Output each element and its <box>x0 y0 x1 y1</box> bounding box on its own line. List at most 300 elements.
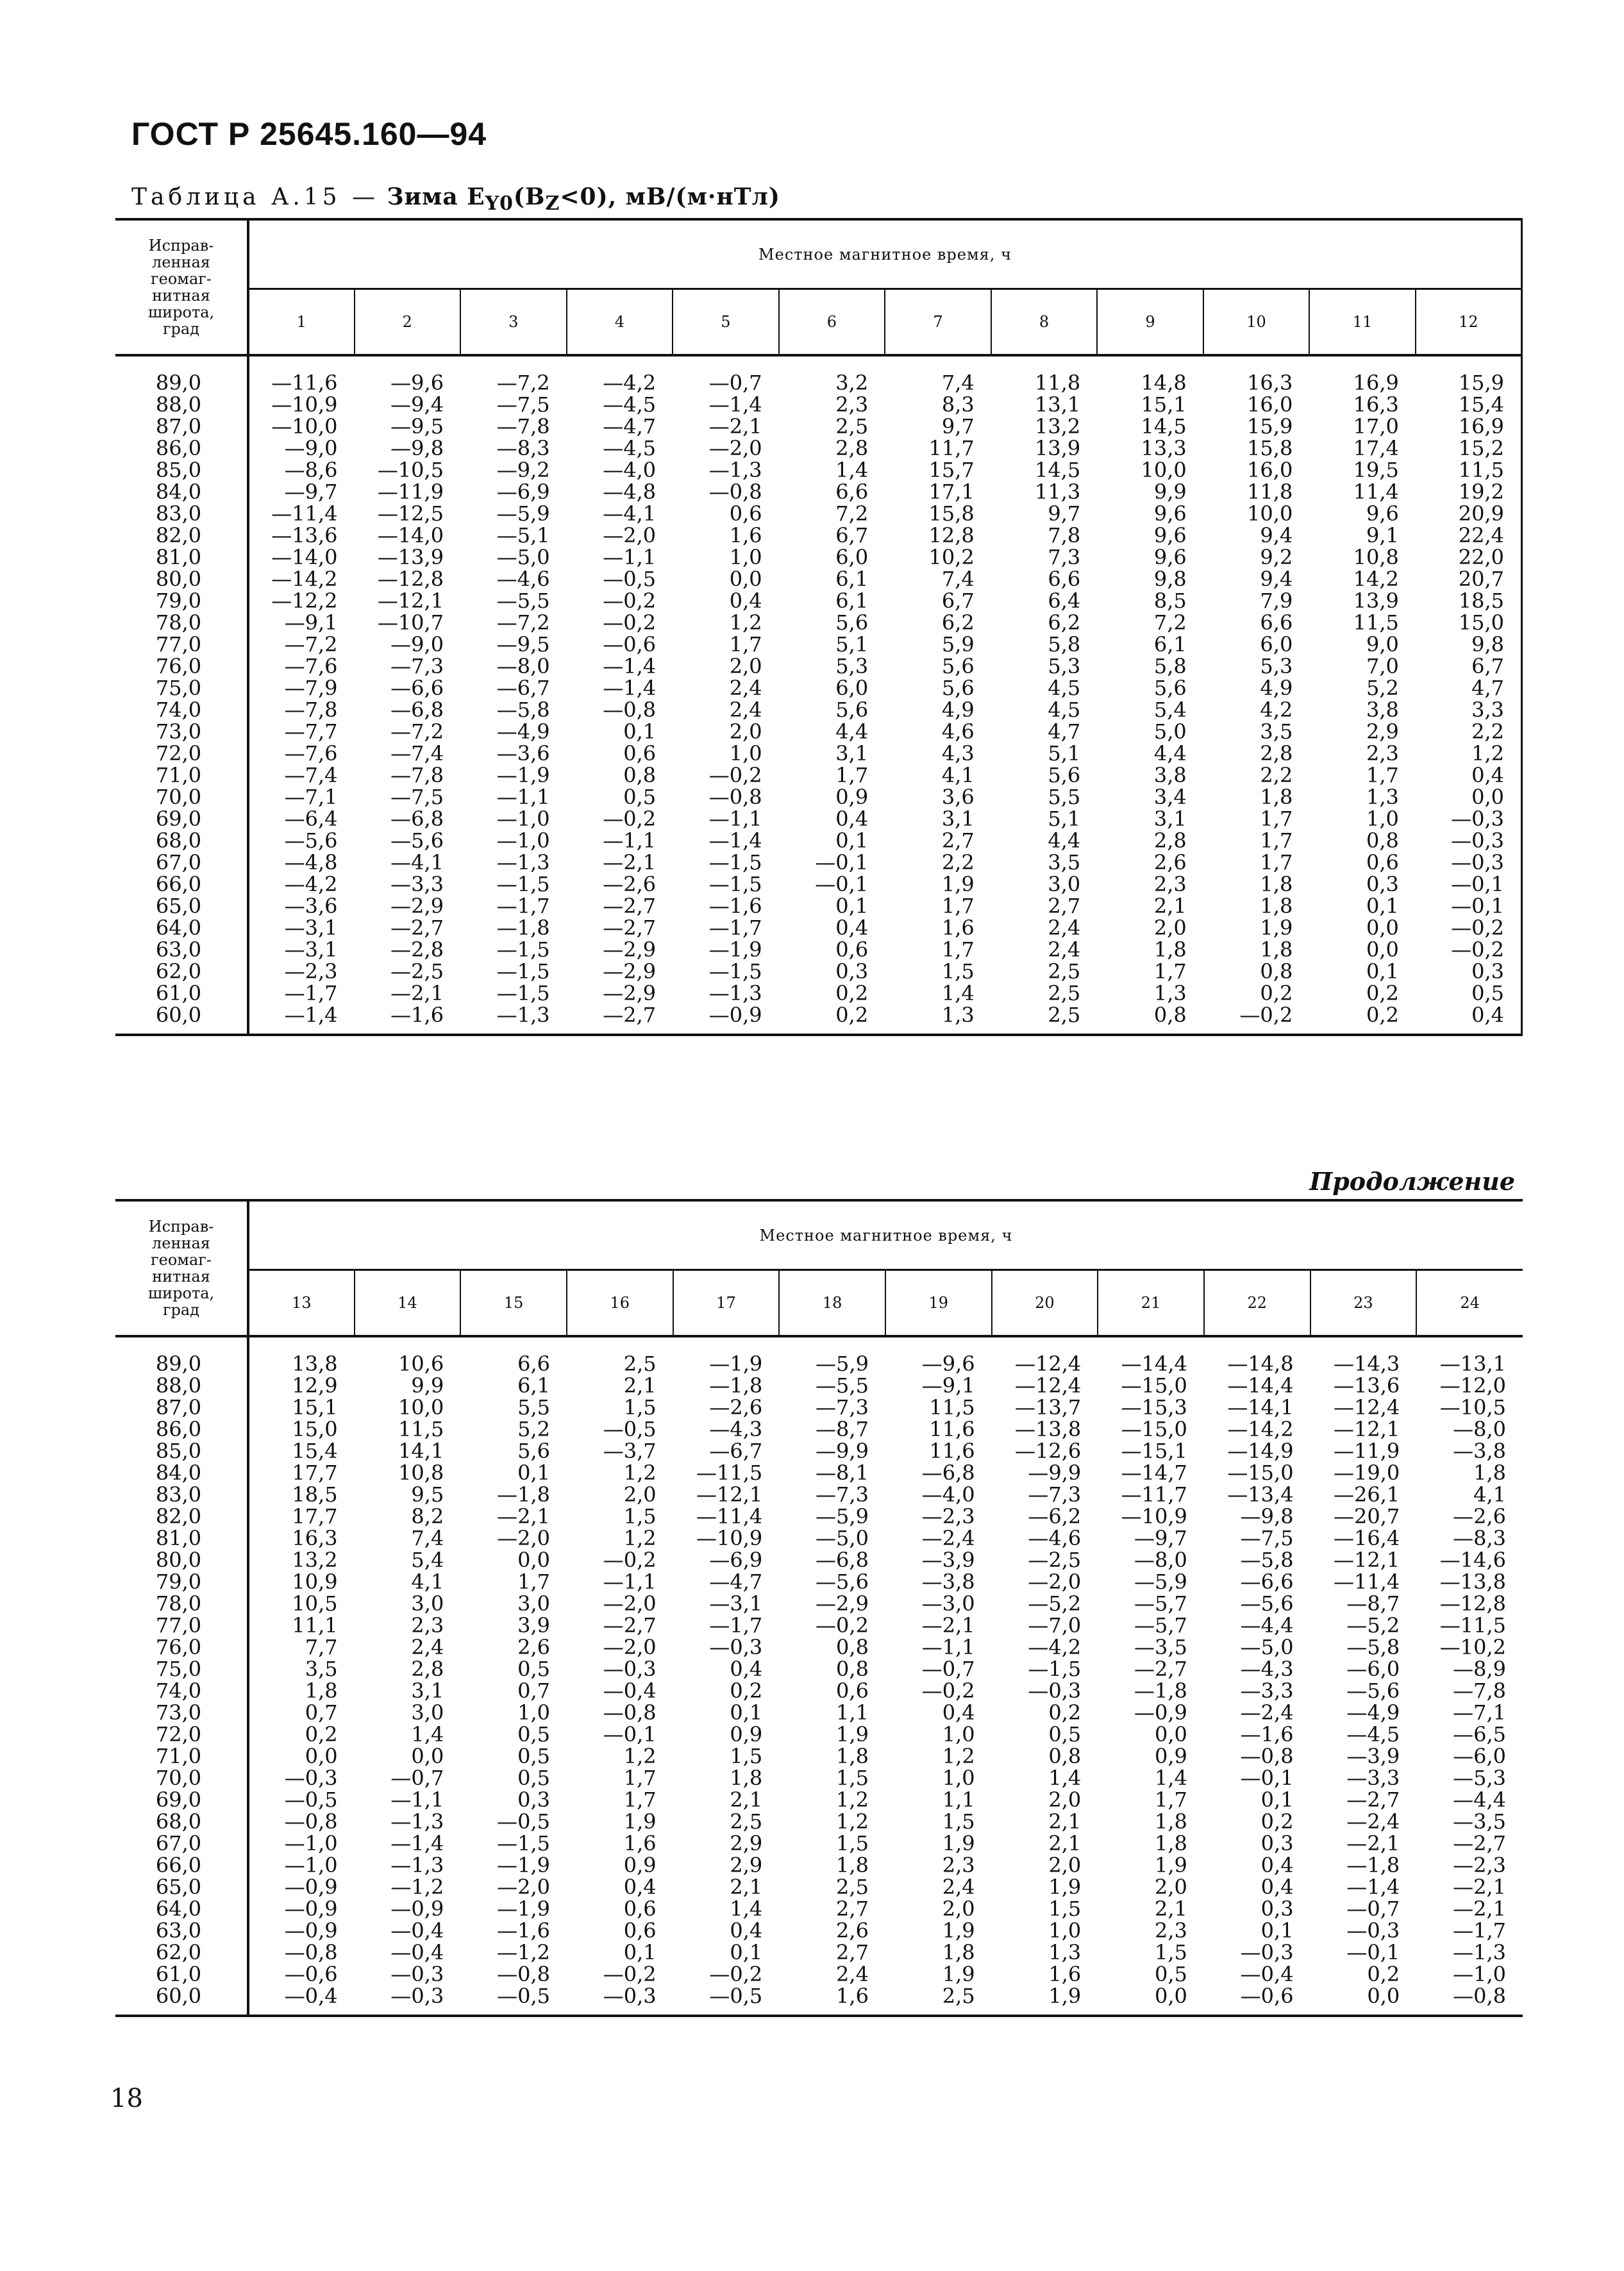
value-cell: 1,4 <box>941 981 975 1005</box>
value-cell: 3,8 <box>1153 763 1187 787</box>
latitude-column-header <box>115 1200 248 1336</box>
value-cell: —13,7 <box>1015 1395 1082 1420</box>
value-cell: —0,1 <box>1451 872 1504 896</box>
table-row <box>115 1811 1523 1832</box>
value-cell: —2,1 <box>708 414 762 439</box>
value-cell: 2,4 <box>942 1875 975 1899</box>
value-cell: 6,7 <box>835 523 869 548</box>
value-cell: 13,3 <box>1141 436 1187 460</box>
table-row <box>115 459 1522 481</box>
value-cell: —4,4 <box>1453 1788 1506 1812</box>
value-cell: 3,1 <box>941 807 975 831</box>
value-cell: —13,6 <box>1333 1373 1400 1398</box>
value-cell: —2,7 <box>1134 1657 1187 1681</box>
value-cell: 9,0 <box>1366 632 1399 657</box>
caption-condition-sub: Z <box>545 192 560 215</box>
value-cell: 1,7 <box>623 1788 657 1812</box>
latitude-header-line: геомаг- <box>151 270 212 288</box>
table-row <box>115 1549 1523 1571</box>
value-cell: 10,0 <box>1247 501 1293 526</box>
value-cell: —0,3 <box>1028 1679 1082 1703</box>
value-cell: 2,9 <box>1366 719 1399 744</box>
value-cell: 5,1 <box>1048 807 1081 831</box>
value-cell: 1,7 <box>835 763 869 787</box>
value-cell: —0,9 <box>1134 1700 1187 1725</box>
value-cell: 4,1 <box>1473 1482 1506 1507</box>
value-cell: 0,0 <box>1471 785 1504 809</box>
value-cell: 9,6 <box>1153 501 1187 526</box>
table-row <box>115 415 1522 437</box>
value-cell: 3,9 <box>517 1613 550 1638</box>
value-cell: —14,6 <box>1439 1548 1506 1572</box>
table-row <box>115 1614 1523 1636</box>
value-cell: —3,3 <box>1346 1766 1400 1790</box>
value-cell: 1,7 <box>1366 763 1399 787</box>
value-cell: 0,1 <box>730 1940 763 1965</box>
value-cell: 15,1 <box>292 1395 338 1420</box>
value-cell: —6,4 <box>284 807 338 831</box>
value-cell: —0,2 <box>708 763 762 787</box>
value-cell: 0,6 <box>835 937 869 962</box>
hour-column-header: 12 <box>1416 289 1522 356</box>
value-cell: —19,0 <box>1333 1461 1400 1485</box>
value-cell: 12,8 <box>928 523 975 548</box>
value-cell: —4,5 <box>1346 1722 1400 1747</box>
value-cell: 1,7 <box>1153 959 1187 984</box>
value-cell: 15,9 <box>1247 414 1293 439</box>
latitude-cell: 88,0 <box>115 1375 248 1396</box>
value-cell: 9,6 <box>1153 545 1187 569</box>
value-cell: —11,4 <box>271 501 338 526</box>
value-cell: —12,1 <box>1333 1548 1400 1572</box>
hour-column-header: 23 <box>1310 1270 1417 1337</box>
value-cell: 0,2 <box>1260 1809 1294 1834</box>
value-cell: 1,0 <box>517 1700 550 1725</box>
value-cell: —7,5 <box>390 785 444 809</box>
hour-column-header: 21 <box>1098 1270 1204 1337</box>
value-cell: —7,6 <box>284 654 338 678</box>
value-cell: 2,1 <box>1155 1897 1187 1921</box>
value-cell: 17,0 <box>1353 414 1399 439</box>
value-cell: 0,3 <box>1471 959 1504 984</box>
value-cell: —2,1 <box>603 850 657 875</box>
value-cell: 5,3 <box>1048 654 1081 678</box>
value-cell: —0,2 <box>709 1962 763 1986</box>
value-cell: 11,6 <box>929 1417 975 1441</box>
latitude-cell: 84,0 <box>115 1462 248 1484</box>
value-cell: 1,5 <box>1155 1940 1187 1965</box>
value-cell: —2,1 <box>1453 1875 1506 1899</box>
value-cell: 2,5 <box>1048 959 1081 984</box>
value-cell: 6,7 <box>941 589 975 613</box>
value-cell: —2,5 <box>390 959 444 984</box>
value-cell: 10,2 <box>928 545 975 569</box>
value-cell: —7,8 <box>284 698 338 722</box>
value-cell: —3,1 <box>284 937 338 962</box>
value-cell: 5,9 <box>941 632 975 657</box>
value-cell: —0,7 <box>1346 1897 1400 1921</box>
value-cell: 0,9 <box>1155 1744 1187 1768</box>
table-row <box>115 355 1522 394</box>
value-cell: 15,8 <box>1247 436 1293 460</box>
hour-column-header: 3 <box>460 289 567 356</box>
value-cell: 0,4 <box>729 589 762 613</box>
table-row <box>115 655 1522 677</box>
value-cell: —14,0 <box>377 523 444 548</box>
value-cell: 8,3 <box>941 392 975 417</box>
value-cell: —3,1 <box>709 1591 763 1616</box>
value-cell: —5,6 <box>816 1570 869 1594</box>
table-row <box>115 1418 1523 1440</box>
value-cell: —15,0 <box>1227 1461 1294 1485</box>
latitude-cell: 89,0 <box>115 1336 248 1375</box>
value-cell: —1,0 <box>496 828 550 853</box>
value-cell: 15,9 <box>1458 371 1504 395</box>
value-cell: 5,1 <box>1048 741 1081 766</box>
value-cell: 2,3 <box>1366 741 1399 766</box>
value-cell: 3,8 <box>1366 698 1399 722</box>
value-cell: —2,9 <box>603 937 657 962</box>
latitude-cell: 79,0 <box>115 590 248 612</box>
value-cell: 13,9 <box>1035 436 1081 460</box>
value-cell: 16,3 <box>1353 392 1399 417</box>
value-cell: —0,1 <box>815 872 869 896</box>
value-cell: 11,3 <box>1035 480 1081 504</box>
value-cell: —7,6 <box>284 741 338 766</box>
value-cell: 0,9 <box>835 785 869 809</box>
table-row <box>115 1636 1523 1658</box>
value-cell: 2,3 <box>411 1613 444 1638</box>
value-cell: 1,5 <box>730 1744 763 1768</box>
value-cell: —0,4 <box>603 1679 657 1703</box>
value-cell: —1,4 <box>1346 1875 1400 1899</box>
value-cell: 14,5 <box>1141 414 1187 439</box>
value-cell: 2,7 <box>836 1897 869 1921</box>
value-cell: —5,3 <box>1453 1766 1506 1790</box>
table-row <box>115 917 1522 939</box>
value-cell: 1,2 <box>836 1788 869 1812</box>
value-cell: 2,9 <box>730 1853 763 1877</box>
table-row <box>115 721 1522 742</box>
latitude-cell: 86,0 <box>115 1418 248 1440</box>
value-cell: —7,5 <box>496 392 550 417</box>
value-cell: —12,4 <box>1333 1395 1400 1420</box>
value-cell: 1,6 <box>729 523 762 548</box>
value-cell: 3,0 <box>1048 872 1081 896</box>
value-cell: —12,2 <box>271 589 338 613</box>
value-cell: 0,0 <box>1155 1722 1187 1747</box>
value-cell: 6,1 <box>835 567 869 591</box>
value-cell: —14,2 <box>271 567 338 591</box>
value-cell: —0,2 <box>603 589 657 613</box>
value-cell: 11,8 <box>1035 371 1081 395</box>
value-cell: 9,4 <box>1260 523 1293 548</box>
value-cell: 4,9 <box>941 698 975 722</box>
value-cell: 1,2 <box>623 1461 657 1485</box>
value-cell: 0,0 <box>305 1744 338 1768</box>
value-cell: —13,1 <box>1439 1352 1506 1376</box>
value-cell: —2,6 <box>1453 1504 1506 1529</box>
value-cell: —5,6 <box>284 828 338 853</box>
value-cell: 4,1 <box>941 763 975 787</box>
value-cell: —0,4 <box>390 1940 444 1965</box>
value-cell: —3,8 <box>1453 1439 1506 1463</box>
latitude-cell: 77,0 <box>115 1614 248 1636</box>
value-cell: —7,7 <box>284 719 338 744</box>
value-cell: —0,2 <box>603 1548 657 1572</box>
value-cell: —3,0 <box>921 1591 975 1616</box>
value-cell: —10,5 <box>377 458 444 482</box>
value-cell: 1,8 <box>1260 894 1293 918</box>
value-cell: —9,8 <box>1240 1504 1294 1529</box>
value-cell: —3,8 <box>921 1570 975 1594</box>
value-cell: 1,7 <box>1260 828 1293 853</box>
value-cell: —1,6 <box>497 1918 550 1943</box>
value-cell: 0,5 <box>517 1766 550 1790</box>
value-cell: 10,0 <box>1141 458 1187 482</box>
value-cell: 0,4 <box>1260 1853 1294 1877</box>
value-cell: 0,3 <box>517 1788 550 1812</box>
value-cell: 0,1 <box>835 894 869 918</box>
value-cell: 0,8 <box>623 763 657 787</box>
value-cell: —0,3 <box>1451 850 1504 875</box>
value-cell: —0,4 <box>390 1918 444 1943</box>
table-row <box>115 895 1522 917</box>
hour-column-header: 18 <box>779 1270 885 1337</box>
value-cell: 2,3 <box>1153 872 1187 896</box>
value-cell: —9,8 <box>390 436 444 460</box>
value-cell: 2,3 <box>1155 1918 1187 1943</box>
value-cell: 2,8 <box>411 1657 444 1681</box>
value-cell: —2,3 <box>921 1504 975 1529</box>
value-cell: 0,4 <box>623 1875 657 1899</box>
value-cell: 3,0 <box>411 1591 444 1616</box>
value-cell: —2,0 <box>603 1591 657 1616</box>
value-cell: 5,6 <box>941 676 975 700</box>
value-cell: 0,1 <box>1260 1788 1294 1812</box>
value-cell: —2,4 <box>1240 1700 1294 1725</box>
value-cell: —7,3 <box>390 654 444 678</box>
value-cell: 17,7 <box>292 1504 338 1529</box>
value-cell: —1,0 <box>1453 1962 1506 1986</box>
value-cell: —1,5 <box>496 981 550 1005</box>
value-cell: —0,8 <box>497 1962 550 1986</box>
value-cell: —1,5 <box>708 872 762 896</box>
value-cell: —4,3 <box>1240 1657 1294 1681</box>
value-cell: 3,1 <box>411 1679 444 1703</box>
value-cell: 0,0 <box>1310 1985 1417 2016</box>
value-cell: —0,9 <box>284 1897 338 1921</box>
value-cell: 1,8 <box>1155 1809 1187 1834</box>
value-cell: 2,4 <box>836 1962 869 1986</box>
latitude-cell: 81,0 <box>115 1527 248 1549</box>
value-cell: —4,7 <box>603 414 657 439</box>
value-cell: 2,1 <box>623 1373 657 1398</box>
value-cell: 2,2 <box>1471 719 1504 744</box>
value-cell: —0,8 <box>603 1700 657 1725</box>
value-cell: —1,9 <box>496 763 550 787</box>
value-cell: —1,8 <box>497 1482 550 1507</box>
value-cell: 0,8 <box>1366 828 1399 853</box>
value-cell: —15,3 <box>1121 1395 1187 1420</box>
latitude-header-line: Исправ- <box>148 237 214 255</box>
value-cell: 1,6 <box>941 916 975 940</box>
value-cell: —1,8 <box>496 916 550 940</box>
latitude-cell: 71,0 <box>115 764 248 786</box>
value-cell: —4,5 <box>603 392 657 417</box>
value-cell: 0,2 <box>835 981 869 1005</box>
value-cell: 4,5 <box>1048 676 1081 700</box>
value-cell: 0,4 <box>942 1700 975 1725</box>
value-cell: —1,3 <box>708 981 762 1005</box>
value-cell: 1,2 <box>623 1526 657 1550</box>
value-cell: 6,4 <box>1048 589 1081 613</box>
value-cell: —5,0 <box>1240 1635 1294 1659</box>
latitude-cell: 84,0 <box>115 481 248 503</box>
value-cell: —1,1 <box>603 828 657 853</box>
value-cell: 18,5 <box>1458 589 1504 613</box>
value-cell: 0,1 <box>517 1461 550 1485</box>
value-cell: —14,3 <box>1333 1352 1400 1376</box>
value-cell: —12,4 <box>1015 1373 1082 1398</box>
value-cell: 6,2 <box>1048 610 1081 635</box>
value-cell: —2,7 <box>603 916 657 940</box>
value-cell: —12,8 <box>1439 1591 1506 1616</box>
table-row <box>115 1702 1523 1723</box>
value-cell: —9,4 <box>390 392 444 417</box>
document-header: ГОСТ Р 25645.160—94 <box>131 116 487 152</box>
value-cell: 3,2 <box>835 371 869 395</box>
value-cell: —2,9 <box>816 1591 869 1616</box>
value-cell: 5,6 <box>835 698 869 722</box>
table-row <box>115 590 1522 612</box>
value-cell: —0,9 <box>284 1875 338 1899</box>
value-cell: 0,4 <box>835 916 869 940</box>
latitude-header-line: град <box>162 320 200 338</box>
latitude-cell: 65,0 <box>115 895 248 917</box>
data-table-hours-13-24 <box>115 1199 1523 2017</box>
value-cell: 5,0 <box>1153 719 1187 744</box>
hour-column-header: 9 <box>1097 289 1203 356</box>
value-cell: 5,6 <box>1048 763 1081 787</box>
latitude-header-line: широта, <box>147 1284 215 1302</box>
value-cell: 11,4 <box>1353 480 1399 504</box>
value-cell: 2,0 <box>729 719 762 744</box>
value-cell: 5,6 <box>835 610 869 635</box>
value-cell: —0,4 <box>248 1985 355 2016</box>
value-cell: 7,9 <box>1260 589 1293 613</box>
value-cell: —0,9 <box>284 1918 338 1943</box>
value-cell: —5,2 <box>1346 1613 1400 1638</box>
value-cell: —6,9 <box>709 1548 763 1572</box>
value-cell: —7,1 <box>1453 1700 1506 1725</box>
value-cell: —0,1 <box>603 1722 657 1747</box>
value-cell: 0,5 <box>623 785 657 809</box>
value-cell: 2,0 <box>1048 1788 1082 1812</box>
value-cell: —7,3 <box>816 1482 869 1507</box>
table-row <box>115 1941 1523 1963</box>
value-cell: —3,5 <box>1134 1635 1187 1659</box>
value-cell: 0,6 <box>623 741 657 766</box>
value-cell: 1,9 <box>941 872 975 896</box>
latitude-header-line: ленная <box>152 253 210 271</box>
value-cell: —1,4 <box>708 828 762 853</box>
value-cell: 9,9 <box>1153 480 1187 504</box>
value-cell: —8,6 <box>284 458 338 482</box>
value-cell: 4,7 <box>1048 719 1081 744</box>
value-cell: 9,5 <box>411 1482 444 1507</box>
value-cell: 7,2 <box>835 501 869 526</box>
table-row <box>115 764 1522 786</box>
value-cell: 4,1 <box>411 1570 444 1594</box>
value-cell: 8,2 <box>411 1504 444 1529</box>
value-cell: —2,3 <box>1453 1853 1506 1877</box>
value-cell: 0,1 <box>1260 1918 1294 1943</box>
value-cell: —1,8 <box>709 1373 763 1398</box>
value-cell: 0,4 <box>1471 763 1504 787</box>
value-cell: 14,8 <box>1141 371 1187 395</box>
value-cell: 0,2 <box>1366 981 1399 1005</box>
value-cell: 2,4 <box>411 1635 444 1659</box>
value-cell: —0,2 <box>1451 937 1504 962</box>
value-cell: 11,5 <box>929 1395 975 1420</box>
latitude-cell: 77,0 <box>115 633 248 655</box>
value-cell: —2,1 <box>497 1504 550 1529</box>
table-row <box>115 1985 1523 2016</box>
value-cell: 0,2 <box>779 1004 885 1035</box>
value-cell: —5,8 <box>1346 1635 1400 1659</box>
value-cell: —9,9 <box>816 1439 869 1463</box>
value-cell: —7,2 <box>390 719 444 744</box>
value-cell: —3,9 <box>1346 1744 1400 1768</box>
table-row <box>115 677 1522 699</box>
table-row <box>115 939 1522 960</box>
value-cell: 17,4 <box>1353 436 1399 460</box>
value-cell: —5,6 <box>390 828 444 853</box>
latitude-cell: 87,0 <box>115 1396 248 1418</box>
hour-column-header: 8 <box>991 289 1098 356</box>
value-cell: 15,0 <box>292 1417 338 1441</box>
value-cell: —1,0 <box>284 1853 338 1877</box>
value-cell: —2,5 <box>1028 1548 1082 1572</box>
latitude-cell: 78,0 <box>115 612 248 633</box>
value-cell: —4,9 <box>496 719 550 744</box>
value-cell: —5,9 <box>496 501 550 526</box>
value-cell: —13,6 <box>271 523 338 548</box>
latitude-cell: 86,0 <box>115 437 248 459</box>
value-cell: 2,4 <box>1048 916 1081 940</box>
value-cell: —0,2 <box>921 1679 975 1703</box>
value-cell: 2,5 <box>991 1004 1098 1035</box>
value-cell: 2,0 <box>623 1482 657 1507</box>
value-cell: 6,6 <box>1260 610 1293 635</box>
value-cell: —13,8 <box>1015 1417 1082 1441</box>
value-cell: 1,4 <box>1155 1766 1187 1790</box>
hour-column-header: 24 <box>1416 1270 1523 1337</box>
latitude-cell: 66,0 <box>115 1854 248 1876</box>
value-cell: —16,4 <box>1333 1526 1400 1550</box>
value-cell: 6,7 <box>1471 654 1504 678</box>
value-cell: 1,8 <box>836 1853 869 1877</box>
value-cell: 0,8 <box>1260 959 1293 984</box>
hour-column-header: 17 <box>673 1270 780 1337</box>
value-cell: 0,5 <box>1471 981 1504 1005</box>
table-row <box>115 1440 1523 1462</box>
value-cell: —3,3 <box>390 872 444 896</box>
value-cell: —0,8 <box>284 1809 338 1834</box>
latitude-cell: 85,0 <box>115 459 248 481</box>
value-cell: —0,1 <box>1346 1940 1400 1965</box>
